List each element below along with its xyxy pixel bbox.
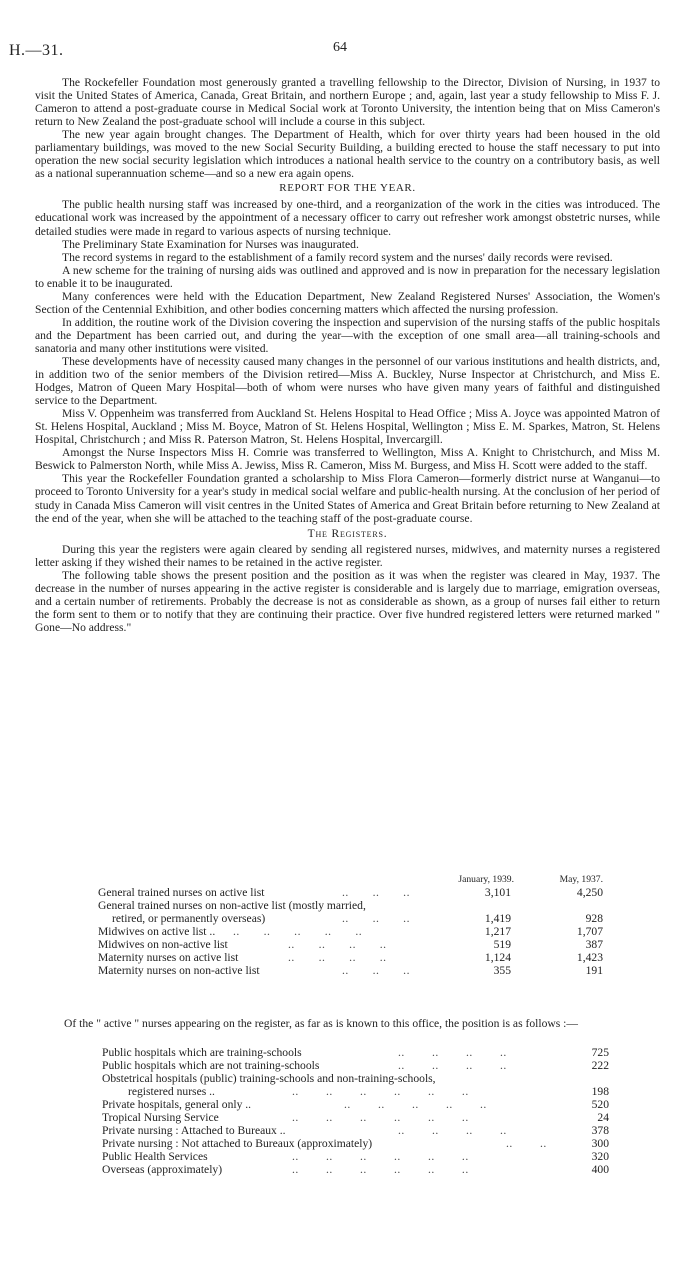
page-number: 64 bbox=[333, 40, 347, 55]
table-row bbox=[102, 1163, 607, 1176]
paragraph: The new year again brought changes. The Department of Health, which for over thirty years had been housed in the old parliamentary buildings, was moved to the new Social Security Building, a building erected to house the staff necessary to put into operation the new social security legislation which introduces a national health service to the country on a contributory basis, as well as a national superannuation scheme—and so a new era again opens. bbox=[35, 128, 660, 181]
row-value-1937: 387 bbox=[585, 938, 603, 952]
row-value-1939: 1,124 bbox=[484, 951, 511, 965]
leader-dots: .. .. .. .. .. .. bbox=[292, 1111, 469, 1125]
row-label: Tropical Nursing Service bbox=[102, 1111, 219, 1125]
row-label: Public hospitals which are not training-schools bbox=[102, 1059, 320, 1073]
table-row bbox=[102, 1124, 607, 1137]
table-row bbox=[102, 1085, 607, 1098]
row-value: 300 bbox=[591, 1137, 609, 1151]
paragraph: The record systems in regard to the establishment of a family record system and the nurses' daily records were revised. bbox=[62, 250, 613, 264]
table-row bbox=[102, 1111, 607, 1124]
leader-dots: .. .. .. .. .. .. bbox=[292, 1150, 469, 1164]
row-value-1937: 191 bbox=[585, 964, 603, 978]
paragraph: During this year the registers were again cleared by sending all registered nurses, midwives, and maternity nurses a registered letter asking if they wished their names to be retained in the active register. bbox=[35, 542, 660, 569]
leader-dots: .. .. .. .. bbox=[288, 938, 387, 952]
row-value-1939: 1,217 bbox=[484, 925, 511, 939]
paragraph: The Preliminary State Examination for Nurses was inaugurated. bbox=[62, 237, 359, 251]
row-value: 378 bbox=[591, 1124, 609, 1138]
leader-dots: .. .. .. .. .. .. bbox=[292, 1163, 469, 1177]
paragraph: Many conferences were held with the Education Department, New Zealand Registered Nurses' Association, the Women's Section of the Centennial Exhibition, and other bodies concerning matters which affected the nursing profession. bbox=[35, 289, 660, 316]
row-value: 222 bbox=[591, 1059, 609, 1073]
position-table bbox=[102, 1046, 607, 1176]
paragraph: In addition, the routine work of the Division covering the inspection and supervision of the nursing staffs of the public hospitals and the Department has been carried out, and during the year—with the exception of one small area—all training-schools and sanatoria and many other institutions were visited. bbox=[35, 315, 660, 355]
leader-dots: .. .. bbox=[506, 1137, 547, 1151]
row-label: registered nurses .. bbox=[128, 1085, 215, 1099]
leader-dots: .. .. .. .. bbox=[398, 1124, 507, 1138]
leader-dots: .. .. .. .. bbox=[398, 1059, 507, 1073]
paragraph: A new scheme for the training of nursing aids was outlined and approved and is now in preparation for the necessary legislation to enable it to be inaugurated. bbox=[35, 263, 660, 290]
leader-dots: .. .. .. .. .. bbox=[344, 1098, 487, 1112]
row-label: General trained nurses on non-active list (mostly married, bbox=[98, 899, 366, 913]
row-value: 320 bbox=[591, 1150, 609, 1164]
row-label: Obstetrical hospitals (public) training-schools and non-training-schools, bbox=[102, 1072, 436, 1086]
table-row bbox=[98, 886, 658, 899]
row-label: Midwives on active list .. bbox=[98, 925, 216, 939]
table-row bbox=[102, 1059, 607, 1072]
paragraph: Miss V. Oppenheim was transferred from Auckland St. Helens Hospital to Head Office ; Miss A. Joyce was appointed Matron of St. Helens Hospital, Auckland ; Miss M. Boyce, Matron of St. Helens Hospital, Wellington ; Miss E. M. Sparkes, Matron, St. Helens Hospital, Christchurch ; and Miss R. Paterson Matron, St. Helens Hospital, Invercargill. bbox=[35, 407, 660, 447]
section-heading-report: REPORT FOR THE YEAR. bbox=[279, 182, 416, 195]
register-table-header bbox=[98, 873, 658, 886]
paragraph: These developments have of necessity caused many changes in the personnel of our various institutions and health districts, and, in addition two of the senior members of the Division retired—Miss A. Buckley, Nurse Inspector at Christchurch, and Miss E. Hodges, Matron of Queen Mary Hospital—both of whom were nurses who have given many years of faithful and distinguished service to the Department. bbox=[35, 354, 660, 408]
row-label: Private nursing : Attached to Bureaux .. bbox=[102, 1124, 286, 1138]
row-label: Maternity nurses on active list bbox=[98, 951, 239, 965]
leader-dots: .. .. .. bbox=[342, 964, 410, 978]
row-value-1937: 1,707 bbox=[576, 925, 603, 939]
row-label: Private nursing : Not attached to Bureaux (approximately) bbox=[102, 1137, 373, 1151]
column-header-january-1939: January, 1939. bbox=[458, 874, 514, 885]
report-reference: H.—31. bbox=[9, 42, 64, 59]
row-value: 520 bbox=[591, 1098, 609, 1112]
table-row bbox=[98, 925, 658, 938]
paragraph: This year the Rockefeller Foundation granted a scholarship to Miss Flora Cameron—formerly district nurse at Wanganui—to proceed to Toronto University for a year's study in medical social welfare and public-health nursing. At the conclusion of her period of study in Canada Miss Cameron will visit centres in the United States of America and Great Britain before returning to New Zealand at the end of the year, when she will be attached to the teaching staff of the post-graduate course. bbox=[35, 472, 660, 525]
section-heading-registers: The Registers. bbox=[307, 526, 388, 540]
register-table bbox=[98, 873, 658, 977]
row-value-1937: 928 bbox=[585, 912, 603, 926]
row-label: Public Health Services bbox=[102, 1150, 208, 1164]
row-label: Overseas (approximately) bbox=[102, 1163, 223, 1177]
table-row bbox=[98, 964, 658, 977]
row-value: 24 bbox=[597, 1111, 609, 1125]
row-value-1937: 1,423 bbox=[576, 951, 603, 965]
leader-dots: .. .. .. bbox=[342, 912, 410, 926]
paragraph: Of the " active " nurses appearing on the register, as far as is known to this office, the position is as follows :— bbox=[64, 1017, 578, 1030]
leader-dots: .. .. .. .. .. .. bbox=[292, 1085, 469, 1099]
paragraph: Amongst the Nurse Inspectors Miss H. Comrie was transferred to Wellington, Miss A. Knight to Christchurch, and Miss M. Beswick to Palmerston North, while Miss A. Jewiss, Miss R. Cameron, Miss M. Burgess, and Miss H. Scott were added to the staff. bbox=[35, 446, 660, 473]
position-intro bbox=[35, 1017, 660, 1030]
row-value-1939: 355 bbox=[493, 964, 511, 978]
table-row bbox=[98, 899, 658, 912]
row-value: 198 bbox=[591, 1085, 609, 1099]
table-row bbox=[102, 1150, 607, 1163]
row-label: Midwives on non-active list bbox=[98, 938, 228, 952]
row-value: 725 bbox=[591, 1046, 609, 1059]
leader-dots: .. .. .. .. bbox=[398, 1046, 507, 1059]
row-value-1937: 4,250 bbox=[576, 886, 603, 899]
table-row bbox=[98, 951, 658, 964]
column-header-may-1937: May, 1937. bbox=[559, 874, 603, 885]
row-value-1939: 519 bbox=[493, 938, 511, 952]
paragraph: The following table shows the present position and the position as it was when the register was cleared in May, 1937. The decrease in the number of nurses appearing in the active register is considerable and is largely due to marriage, emigration overseas, and a certain number of retirements. Probably the decrease is not as considerable as shown, as a group of nurses fail either to return the form sent to them or to notify that they are continuing their practice. Over five hundred registered letters were returned marked " Gone—No address." bbox=[35, 568, 660, 634]
row-value: 400 bbox=[591, 1163, 609, 1177]
table-row bbox=[98, 912, 658, 925]
row-value-1939: 3,101 bbox=[484, 886, 511, 899]
table-row bbox=[102, 1098, 607, 1111]
row-label: Maternity nurses on non-active list bbox=[98, 964, 260, 978]
leader-dots: .. .. .. bbox=[342, 886, 410, 899]
row-label: Private hospitals, general only .. bbox=[102, 1098, 252, 1112]
table-row bbox=[102, 1137, 607, 1150]
main-text bbox=[35, 76, 660, 634]
paragraph: The public health nursing staff was increased by one-third, and a reorganization of the work in the cities was introduced. The educational work was increased by the appointment of a necessary officer to carry out refresher work amongst obstetric nurses, while detailed studies were made in regard to various aspects of nursing technique. bbox=[35, 198, 660, 238]
paragraph: The Rockefeller Foundation most generously granted a travelling fellowship to the Director, Division of Nursing, in 1937 to visit the United States of America, Canada, Great Britain, and northern Europe ; and, again, last year a study fellowship to Miss F. J. Cameron to attend a post-graduate course in Medical Social work at Toronto University, the intention being that on Miss Cameron's return to New Zealand the post-graduate school will include a course in this subject. bbox=[35, 76, 660, 129]
table-row bbox=[98, 938, 658, 951]
row-label: retired, or permanently overseas) bbox=[112, 912, 266, 926]
leader-dots: .. .. .. .. bbox=[288, 951, 387, 965]
row-label: Public hospitals which are training-schools bbox=[102, 1046, 302, 1059]
leader-dots: .. .. .. .. .. bbox=[233, 925, 363, 939]
row-value-1939: 1,419 bbox=[484, 912, 511, 926]
table-row bbox=[102, 1046, 607, 1059]
table-row bbox=[102, 1072, 607, 1085]
row-label: General trained nurses on active list bbox=[98, 886, 265, 899]
